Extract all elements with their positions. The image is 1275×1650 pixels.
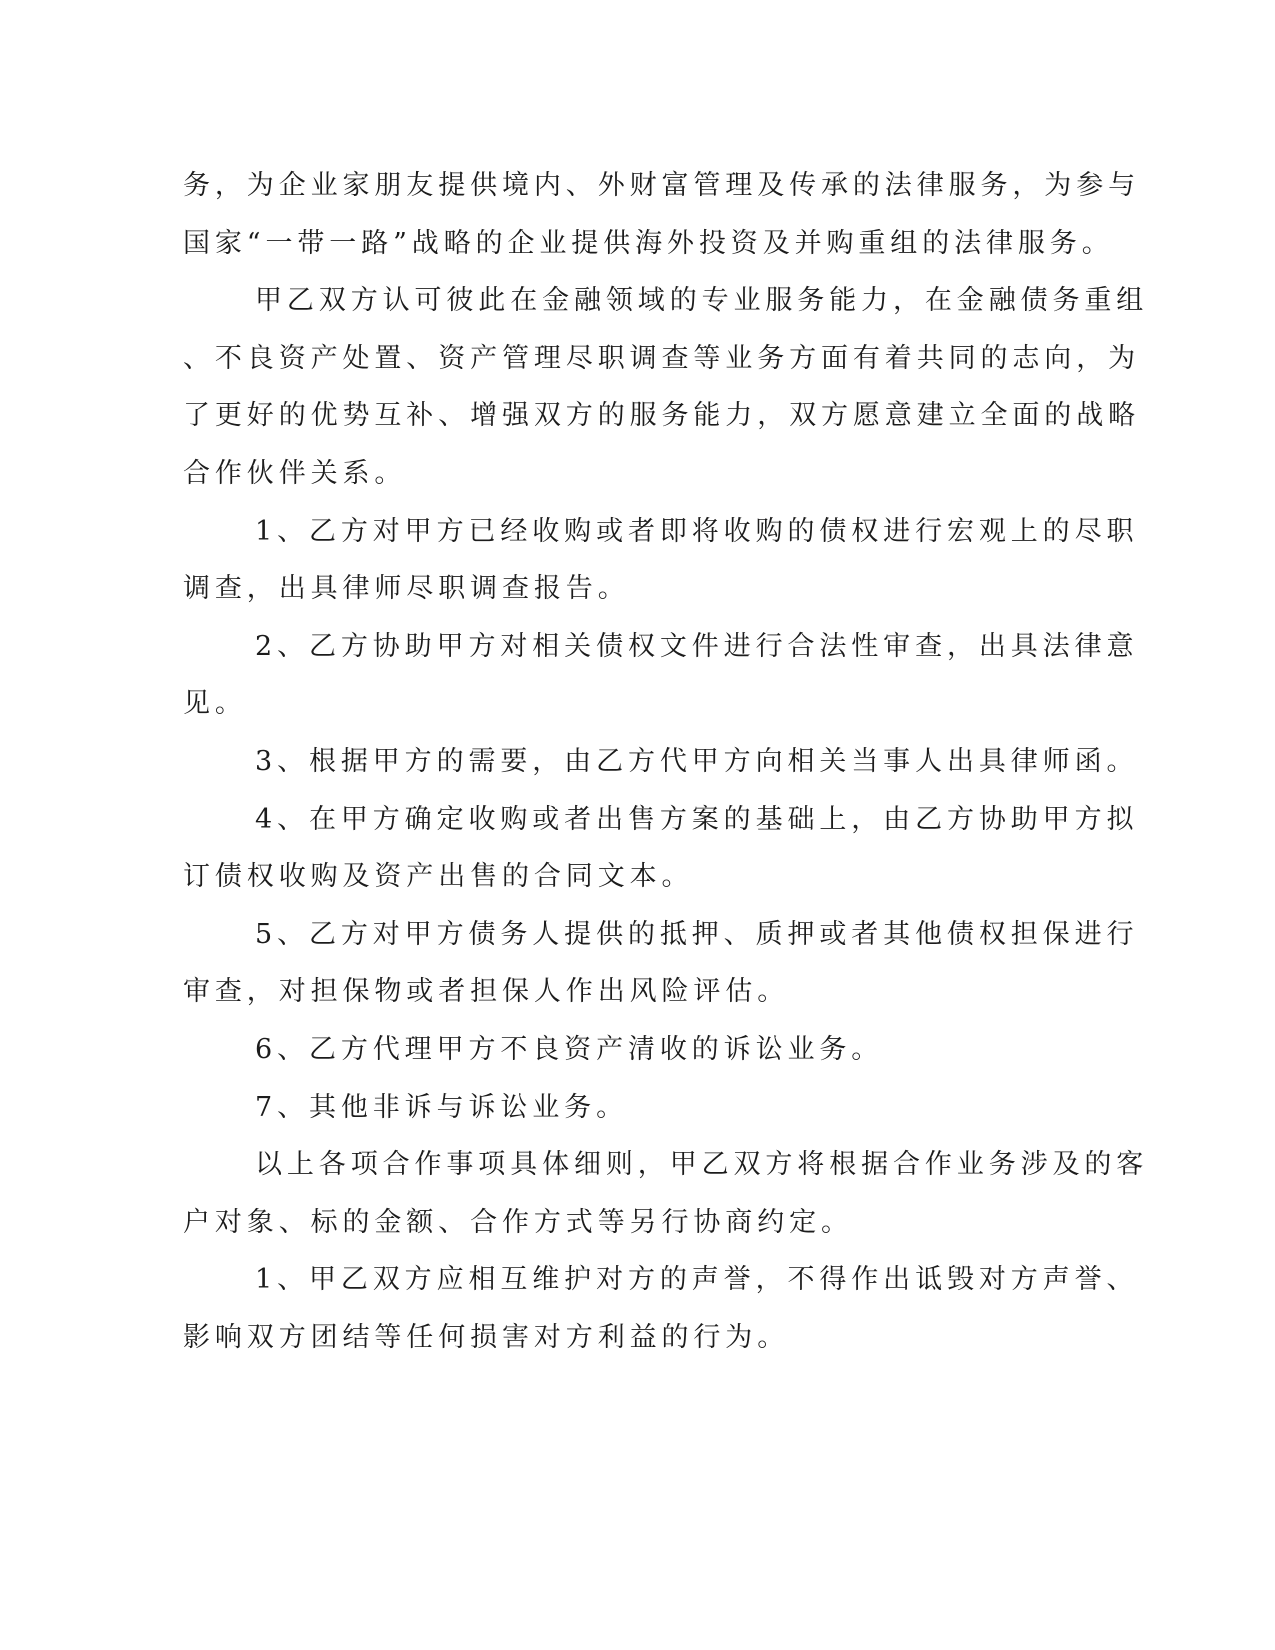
paragraph [183,733,1139,791]
paragraph [183,1136,1149,1251]
text-line: 7、其他非诉与诉讼业务。 [255,1091,628,1123]
text-line: 4、在甲方确定收购或者出售方案的基础上，由乙方协助甲方拟 [255,803,1139,835]
text-line: 5、乙方对甲方债务人提供的抵押、质押或者其他债权担保进行 [255,918,1139,950]
text-line: 务，为企业家朋友提供境内、外财富管理及传承的法律服务，为参与 [183,170,1140,201]
text-line: 1、乙方对甲方已经收购或者即将收购的债权进行宏观上的尽职 [255,515,1139,547]
document-body [183,157,1149,1366]
text-line: 户对象、标的金额、合作方式等另行协商约定。 [183,1206,853,1238]
paragraph [183,618,1139,733]
paragraph [183,1021,1093,1079]
paragraph [183,157,1140,272]
text-line: 6、乙方代理甲方不良资产清收的诉讼业务。 [255,1033,884,1065]
text-line: 影响双方团结等任何损害对方利益的行为。 [183,1321,790,1353]
text-line: 了更好的优势互补、增强双方的服务能力，双方愿意建立全面的战略 [183,400,1140,432]
text-line: 2、乙方协助甲方对相关债权文件进行合法性审查，出具法律意 [255,630,1139,662]
text-line: 见。 [183,688,247,720]
text-line: 甲乙双方认可彼此在金融领域的专业服务能力，在金融债务重组 [255,285,1149,317]
text-line: 审查，对担保物或者担保人作出风险评估。 [183,976,790,1008]
text-line: 以上各项合作事项具体细则，甲乙双方将根据合作业务涉及的客 [255,1149,1149,1181]
paragraph [183,272,1149,502]
text-line: 国家“一带一路”战略的企业提供海外投资及并购重组的法律服务。 [183,227,1114,259]
text-line: 1、甲乙双方应相互维护对方的声誉，不得作出诋毁对方声誉、 [255,1264,1139,1296]
text-line: 调查，出具律师尽职调查报告。 [183,573,630,605]
paragraph [183,906,1139,1021]
paragraph [183,503,1139,618]
paragraph [183,1079,1093,1137]
text-line: 合作伙伴关系。 [183,457,407,489]
text-line: 、不良资产处置、资产管理尽职调查等业务方面有着共同的志向，为 [183,342,1140,374]
text-line: 订债权收购及资产出售的合同文本。 [183,861,694,893]
paragraph [183,791,1139,906]
paragraph [183,1251,1139,1366]
text-line: 3、根据甲方的需要，由乙方代甲方向相关当事人出具律师函。 [255,745,1139,777]
